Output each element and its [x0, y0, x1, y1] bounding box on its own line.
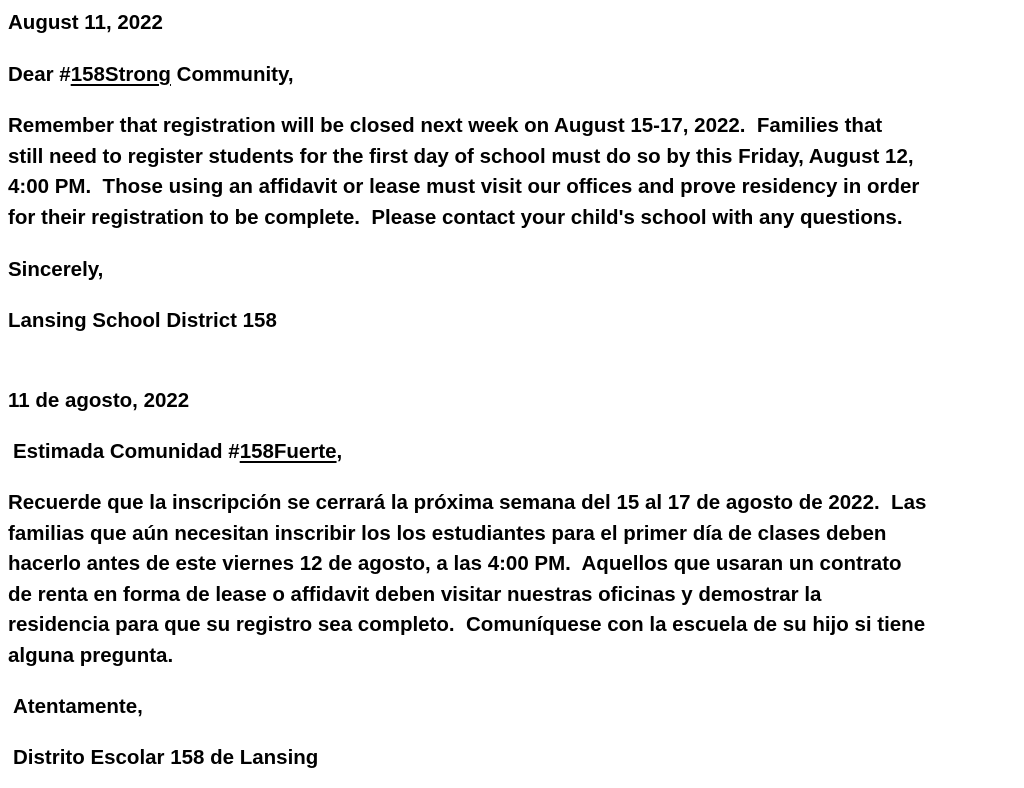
english-greeting — [8, 60, 294, 90]
spanish-body-line: de renta en forma de lease o affidavit deben visitar nuestras oficinas y demostrar la — [8, 582, 822, 606]
spanish-body-line: residencia para que su registro sea completo. Comuníquese con la escuela de su hijo si tiene — [8, 613, 926, 636]
spanish-body-line: alguna pregunta. — [8, 643, 174, 667]
spanish-body-line: hacerlo antes de este viernes 12 de agosto, a las 4:00 PM. Aquellos que usaran un contrato — [8, 552, 902, 575]
english-body-line: 4:00 PM. Those using an affidavit or lease must visit our offices and prove residency in order — [8, 175, 920, 198]
english-body-line: for their registration to be complete. Please contact your child's school with any questions. — [8, 205, 903, 229]
english-closing: Sincerely, — [8, 258, 104, 281]
spanish-date: 11 de agosto, 2022 — [8, 389, 190, 412]
english-signature: Lansing School District 158 — [8, 309, 277, 332]
spanish-body-line: familias que aún necesitan inscribir los los estudiantes para el primer día de clases deben — [8, 521, 887, 545]
english-body — [8, 111, 1013, 233]
spanish-greeting-prefix: Estimada Comunidad # — [13, 440, 240, 463]
spanish-greeting — [13, 437, 342, 467]
english-greeting-suffix: Community, — [170, 63, 294, 86]
english-greeting-prefix: Dear # — [8, 63, 71, 86]
spanish-hashtag: 158Fuerte — [239, 440, 337, 463]
spanish-greeting-suffix: , — [336, 440, 343, 463]
english-body-line: still need to register students for the first day of school must do so by this Friday, August 12, — [8, 144, 914, 168]
english-hashtag: 158Strong — [70, 63, 171, 86]
spanish-body-line: Recuerde que la inscripción se cerrará la próxima semana del 15 al 17 de agosto de 2022. Las — [8, 491, 927, 514]
english-date: August 11, 2022 — [8, 11, 163, 34]
spanish-body — [8, 488, 1013, 671]
spanish-signature: Distrito Escolar 158 de Lansing — [13, 746, 319, 769]
spanish-closing: Atentamente, — [13, 695, 143, 718]
english-body-line: Remember that registration will be closed next week on August 15-17, 2022. Families that — [8, 114, 883, 137]
